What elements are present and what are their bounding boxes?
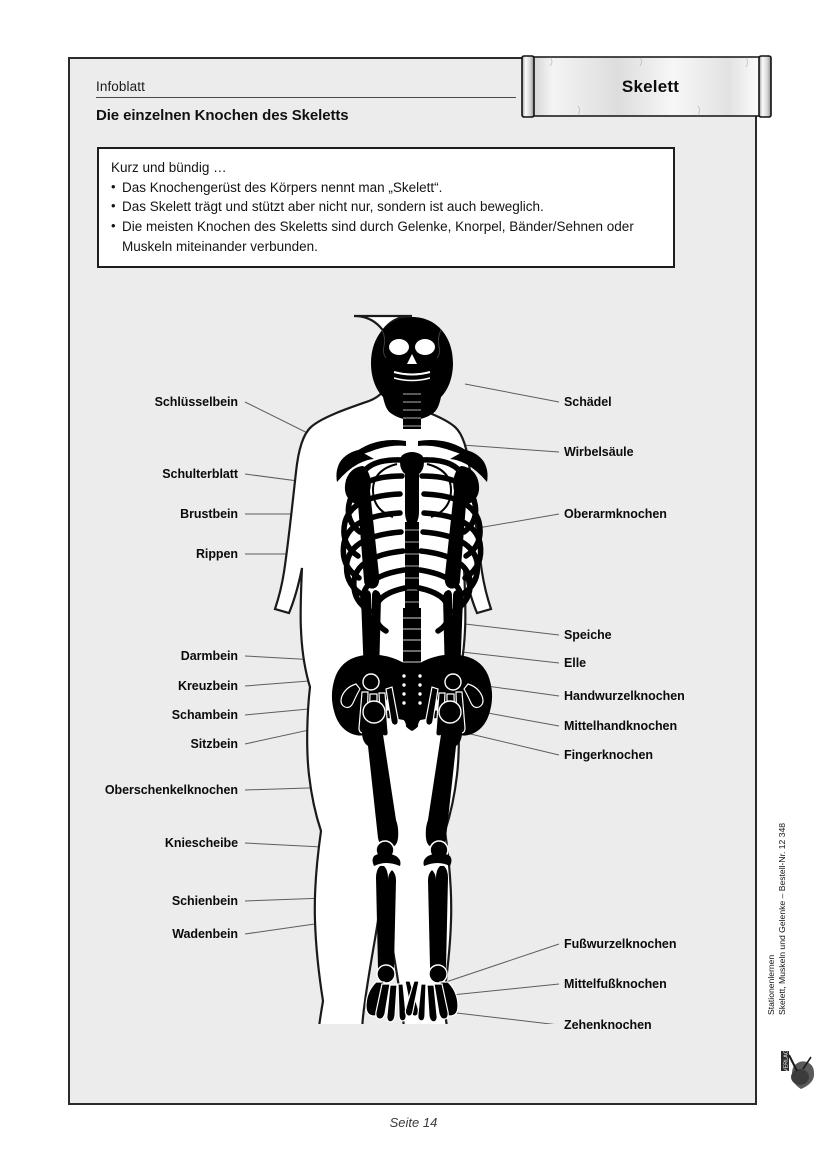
bone-label: Elle xyxy=(564,656,587,670)
bone-label: Darmbein xyxy=(180,649,238,663)
list-item-line2: Muskeln miteinander verbunden. xyxy=(122,238,318,254)
page-kicker: Infoblatt xyxy=(96,79,516,98)
worksheet-page xyxy=(68,57,757,1105)
bone-label: Rippen xyxy=(195,547,238,561)
bone-label: Handwurzelknochen xyxy=(564,689,685,703)
bone-label: Schambein xyxy=(171,708,238,722)
bone-label: Speiche xyxy=(564,628,612,642)
list-item: • Das Skelett trägt und stützt aber nicht nur, sondern ist auch beweglich. xyxy=(111,197,661,217)
bone-label: Kniescheibe xyxy=(164,836,238,850)
bone-label: Brustbein xyxy=(180,507,238,521)
bone-label: Fußwurzelknochen xyxy=(564,937,677,951)
publisher-logo xyxy=(780,1038,820,1104)
page-footer xyxy=(0,1115,827,1130)
skeleton-figure xyxy=(70,284,755,1032)
side-imprint-line2: Skelett, Muskeln und Gelenke – Bestell-Nr. 12 348 xyxy=(777,822,787,1015)
list-item-line1: Die meisten Knochen des Skeletts sind durch Gelenke, Knorpel, Bänder/Sehnen oder xyxy=(122,218,634,234)
side-imprint xyxy=(766,823,788,1015)
bone-label: Wirbelsäule xyxy=(564,445,634,459)
list-item xyxy=(111,217,661,256)
bone-label: Schienbein xyxy=(171,894,238,908)
page-title: Die einzelnen Knochen des Skeletts xyxy=(96,107,349,124)
scroll-banner xyxy=(520,55,773,118)
bone-label: Schulterblatt xyxy=(162,467,238,481)
bone-label: Schlüsselbein xyxy=(154,395,238,409)
page-header xyxy=(96,79,516,124)
bone-label: Wadenbein xyxy=(172,927,238,941)
banner-title: Skelett xyxy=(621,76,680,96)
bone-label: Fingerknochen xyxy=(564,748,653,762)
bone-label: Mittelhandknochen xyxy=(564,719,678,733)
bone-label: Oberarmknochen xyxy=(564,507,667,521)
bone-label: Mittelfußknochen xyxy=(564,977,667,991)
side-imprint-line1: Stationenlernen xyxy=(766,954,776,1015)
bone-label: Sitzbein xyxy=(190,737,238,751)
publisher-logo-text: VERLAG xyxy=(783,1049,790,1073)
bone-label: Schädel xyxy=(564,395,612,409)
bone-label: Kreuzbein xyxy=(178,679,238,693)
summary-box xyxy=(97,147,675,268)
list-item: • Das Knochengerüst des Körpers nennt man „Skelett“. xyxy=(111,178,661,198)
bone-label: Oberschenkelknochen xyxy=(104,783,238,797)
summary-bullet-list xyxy=(111,178,661,257)
page-number: Seite 14 xyxy=(389,1115,438,1130)
bone-label: Zehenknochen xyxy=(564,1018,652,1032)
summary-lead: Kurz und bündig … xyxy=(111,160,227,175)
